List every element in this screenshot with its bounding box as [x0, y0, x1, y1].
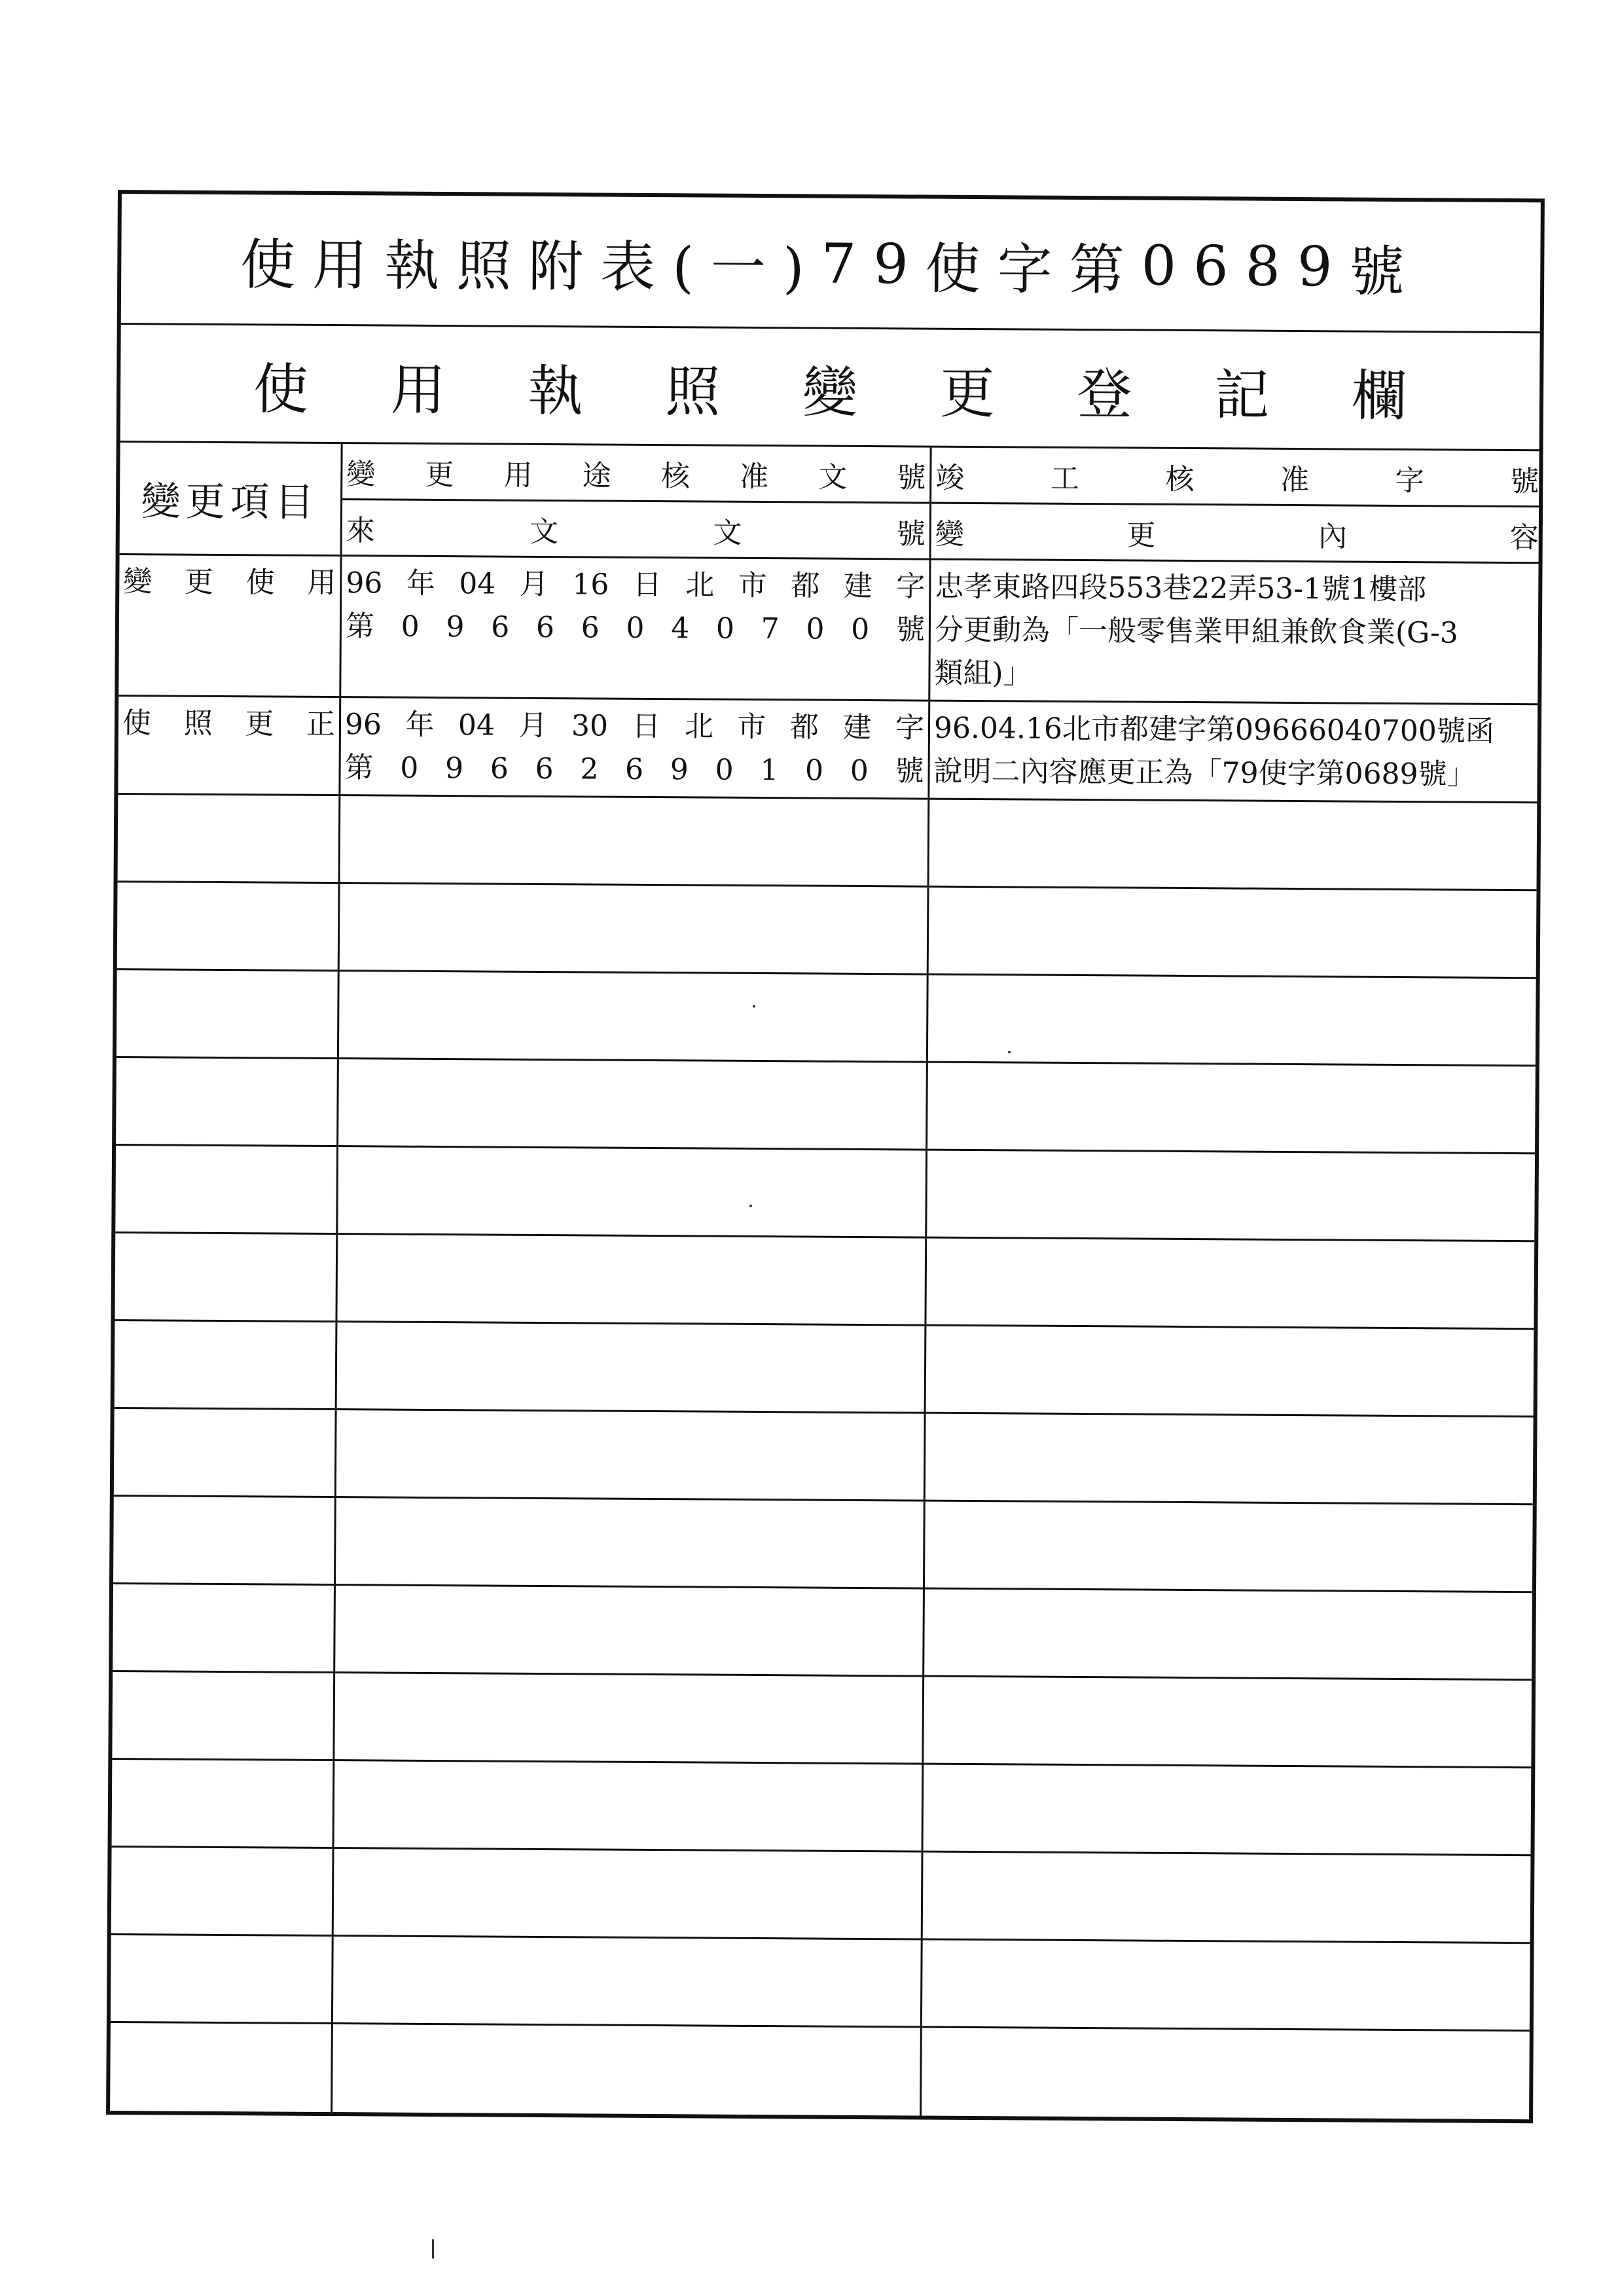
header-char: 變 [346, 457, 376, 491]
title-char: 使 [240, 232, 313, 297]
header-char: 途 [582, 458, 611, 493]
doc-token: 9 [670, 753, 689, 787]
header-char: 容 [1509, 520, 1539, 555]
empty-table-row [111, 1935, 1530, 2032]
header-char: 號 [896, 517, 926, 551]
scan-speck [432, 2239, 434, 2259]
doc-token: 字 [896, 570, 926, 604]
empty-table-row [112, 1760, 1532, 1856]
empty-cell [924, 1590, 1536, 1679]
banner-char: 更 [939, 361, 996, 426]
doc-token: 9 [446, 610, 465, 644]
empty-cell [113, 1497, 336, 1584]
doc-token: 0 [806, 612, 825, 646]
doc-date-line [345, 703, 924, 750]
change-item-cell [118, 697, 341, 794]
header-char: 更 [1126, 518, 1156, 553]
empty-table-row [111, 1848, 1531, 1944]
empty-table-row [113, 1584, 1532, 1681]
banner-char: 執 [528, 358, 583, 423]
empty-cell [112, 1760, 335, 1847]
doc-token: 都 [791, 569, 820, 603]
doc-token: 日 [632, 709, 661, 744]
change-content-cell [930, 560, 1542, 704]
doc-token: 北 [684, 710, 714, 744]
empty-cell [117, 883, 340, 970]
doc-date-line [346, 562, 925, 608]
doc-token: 字 [895, 711, 925, 745]
content-line: 分更動為「一般零售業甲組兼飲食業(G-3 [934, 613, 1459, 650]
header-char: 竣 [935, 461, 965, 495]
column-header-incoming-doc [342, 500, 932, 560]
empty-cell [926, 1239, 1538, 1328]
empty-table-row [114, 1409, 1534, 1505]
empty-cell [926, 1414, 1537, 1504]
doc-token: 9 [444, 752, 464, 786]
doc-token: 96 [346, 566, 383, 600]
empty-rows-area [110, 795, 1537, 2119]
empty-table-row [115, 1321, 1534, 1417]
empty-cell [115, 1146, 338, 1233]
empty-cell [337, 1235, 927, 1324]
doc-token: 6 [624, 752, 644, 786]
empty-cell [336, 1498, 926, 1587]
banner-char: 照 [665, 359, 721, 424]
header-char: 字 [1395, 464, 1424, 498]
column-header-change-content [931, 504, 1543, 564]
doc-token: 6 [490, 752, 509, 786]
empty-table-row [110, 2023, 1530, 2119]
empty-cell [922, 1941, 1534, 2030]
empty-cell [334, 1673, 924, 1762]
empty-cell [337, 1322, 927, 1412]
empty-cell [111, 1935, 334, 2022]
doc-token: 4 [671, 611, 690, 646]
doc-token: 建 [842, 710, 872, 745]
doc-token: 第 [345, 610, 375, 644]
doc-token: 月 [519, 567, 548, 602]
header-char: 核 [660, 459, 691, 493]
empty-cell [117, 970, 340, 1057]
title-char: 用 [312, 232, 385, 297]
item-char: 變 [123, 565, 153, 599]
section-banner [120, 325, 1540, 451]
item-char: 正 [306, 707, 336, 742]
title-char: 照 [456, 233, 529, 299]
empty-cell [334, 1849, 924, 1938]
empty-table-row [115, 1146, 1535, 1242]
title-char: 79 [821, 231, 926, 297]
empty-cell [115, 1233, 338, 1321]
content-line: 類組)」 [934, 656, 1032, 691]
doc-token: 04 [458, 708, 495, 742]
header-char: 用 [503, 458, 533, 492]
header-char: 核 [1165, 462, 1195, 496]
item-char: 使 [245, 566, 275, 600]
doc-token: 建 [843, 569, 872, 604]
title-char: 號 [1349, 238, 1422, 304]
item-char: 更 [184, 565, 214, 599]
title-char: 0689 [1141, 233, 1350, 299]
doc-token: 1 [760, 754, 779, 788]
empty-cell [334, 1761, 924, 1850]
empty-table-row [117, 883, 1537, 979]
doc-token: 0 [626, 611, 645, 645]
table-row [118, 555, 1538, 705]
content-line: 說明二內容應更正為「79使字第0689號」 [933, 754, 1476, 792]
doc-token: 北 [685, 568, 715, 602]
doc-token: 6 [491, 610, 510, 644]
empty-cell [924, 1677, 1536, 1767]
doc-token: 第 [344, 751, 374, 785]
title-char: 使字第 [925, 236, 1142, 302]
banner-char: 登 [1077, 361, 1132, 426]
empty-cell [927, 1063, 1539, 1153]
doc-token: 0 [850, 754, 869, 788]
doc-token: 市 [737, 710, 766, 744]
doc-token: 日 [632, 568, 662, 602]
banner-char: 用 [390, 357, 446, 422]
header-char: 號 [1510, 464, 1539, 498]
empty-table-row [115, 1233, 1534, 1330]
header-char: 來 [346, 513, 375, 547]
empty-cell [923, 1853, 1535, 1942]
form-title-row [121, 194, 1541, 333]
header-char: 文 [713, 516, 742, 550]
column-header-change-item: 變更項目 [120, 443, 343, 556]
banner-char: 變 [802, 359, 858, 425]
doc-token: 都 [789, 710, 819, 744]
doc-token: 04 [459, 567, 496, 601]
item-char: 用 [307, 566, 336, 600]
doc-token: 6 [535, 752, 554, 786]
empty-cell [925, 1502, 1537, 1592]
change-item-text [123, 560, 336, 605]
header-char: 內 [1318, 519, 1348, 553]
empty-cell [338, 1059, 928, 1148]
content-line: 96.04.16北市都建字第09666040700號函 [933, 711, 1495, 748]
empty-cell [333, 2024, 922, 2115]
empty-cell [335, 1586, 925, 1675]
doc-token: 市 [738, 568, 767, 603]
item-char: 照 [183, 706, 213, 740]
column-header-completion-approval [931, 448, 1543, 508]
doc-token: 96 [344, 708, 382, 742]
doc-token: 月 [518, 708, 548, 743]
doc-token: 年 [405, 708, 435, 742]
empty-cell [338, 1147, 927, 1236]
scan-speck [753, 1005, 755, 1008]
form-title [121, 194, 1541, 333]
doc-token: 0 [804, 754, 824, 788]
empty-cell [924, 1765, 1536, 1855]
doc-token: 30 [571, 709, 609, 743]
title-char: (一) [672, 234, 822, 301]
header-char: 文 [529, 515, 559, 549]
title-char: 執 [384, 232, 457, 298]
doc-token: 號 [895, 613, 926, 647]
empty-cell [929, 888, 1541, 977]
header-char: 更 [425, 458, 454, 492]
empty-cell [111, 1848, 334, 1935]
doc-number-line [346, 605, 925, 651]
header-char: 工 [1050, 462, 1080, 496]
header-char: 號 [897, 460, 926, 495]
empty-cell [340, 884, 929, 973]
scan-speck [1008, 1051, 1011, 1053]
scan-speck [749, 1205, 752, 1207]
section-banner-row [120, 325, 1540, 451]
doc-token: 號 [895, 754, 924, 788]
empty-cell [118, 795, 341, 882]
doc-token: 6 [535, 610, 555, 645]
doc-token: 年 [406, 566, 435, 600]
content-line: 忠孝東路四段553巷22弄53-1號1樓部 [935, 570, 1427, 607]
empty-cell [333, 1937, 923, 2026]
doc-token: 0 [851, 612, 870, 647]
column-header-approval-doc [342, 444, 932, 503]
doc-token: 2 [580, 752, 599, 786]
empty-cell [113, 1584, 336, 1671]
doc-token: 16 [572, 568, 609, 602]
table-row [118, 697, 1537, 803]
banner-char: 使 [253, 356, 309, 422]
header-char: 准 [1280, 463, 1310, 497]
empty-cell [115, 1321, 338, 1408]
empty-cell [110, 2023, 333, 2112]
doc-token: 0 [715, 753, 734, 787]
empty-cell [114, 1409, 337, 1496]
title-char: 表 [600, 234, 673, 299]
approval-doc-cell [340, 698, 930, 797]
doc-token: 7 [761, 612, 780, 646]
empty-cell [928, 975, 1540, 1065]
approval-doc-cell [341, 556, 931, 699]
empty-cell [112, 1672, 335, 1759]
doc-token: 0 [401, 610, 420, 644]
empty-table-row [113, 1497, 1533, 1593]
item-char: 更 [245, 707, 274, 741]
header-char: 准 [739, 460, 769, 494]
change-content-cell [929, 702, 1541, 802]
empty-cell [116, 1058, 339, 1145]
doc-token: 0 [715, 611, 735, 646]
empty-table-row [116, 1058, 1536, 1154]
empty-cell [926, 1326, 1538, 1416]
empty-cell [927, 1151, 1539, 1241]
doc-token: 6 [581, 611, 600, 645]
license-form [106, 190, 1545, 2123]
empty-cell [922, 2028, 1534, 2120]
empty-cell [340, 796, 930, 885]
change-item-cell [118, 555, 342, 696]
header-char: 變 [935, 517, 964, 551]
change-item-text [122, 702, 335, 746]
doc-number-line [344, 746, 924, 793]
banner-char: 記 [1214, 362, 1270, 428]
empty-cell [336, 1410, 926, 1499]
banner-char: 欄 [1351, 363, 1407, 428]
header-char: 文 [818, 460, 848, 494]
empty-table-row [117, 970, 1536, 1066]
doc-token: 0 [400, 751, 419, 785]
empty-cell [929, 800, 1541, 890]
item-char: 使 [122, 706, 152, 740]
empty-table-row [112, 1672, 1532, 1768]
empty-cell [339, 972, 929, 1061]
title-char: 附 [528, 234, 601, 299]
empty-table-row [118, 795, 1537, 891]
